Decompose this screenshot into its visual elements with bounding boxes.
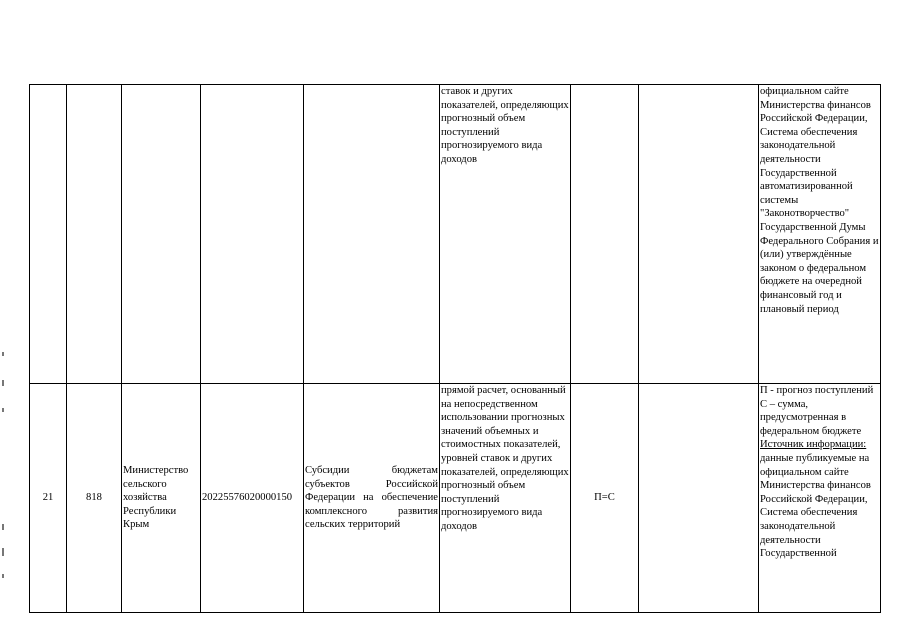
forecast-definition: П - прогноз поступлений: [760, 385, 874, 396]
source-cell: [759, 85, 881, 384]
kbk-cell: 20225576020000150: [201, 384, 304, 613]
table-row: [30, 384, 881, 613]
administrator-cell: Министерство сельского хозяйства Республики Крым: [122, 384, 201, 613]
revenue-name-cell: Субсидии бюджетам субъектов Российской Федерации на обеспечение комплексного развития сельских территорий: [304, 384, 440, 613]
code-cell: [67, 85, 122, 384]
administrator-cell: [122, 85, 201, 384]
source-text: официальном сайте Министерства финансов Российской Федерации, Система обеспечения законодательной деятельности Государственной автоматизированной системы "Законотворчество" Государственной Думы Федерального Собрания и (или) утверждённые законом о федеральном бюджете на очередной финансовый год и плановый период: [760, 86, 879, 315]
scan-mark: [2, 574, 4, 578]
scan-mark: [2, 524, 4, 530]
kbk-cell: [201, 85, 304, 384]
scan-mark: [2, 548, 4, 556]
source-cell: [759, 384, 881, 613]
code-cell: 818: [67, 384, 122, 613]
scan-mark: [2, 408, 4, 412]
formula-cell: П=С: [571, 384, 639, 613]
forecast-methods-table: [29, 84, 881, 613]
blank-cell: [639, 384, 759, 613]
revenue-name-cell: [304, 85, 440, 384]
source-info-label: Источник информации:: [760, 439, 867, 451]
table-row: [30, 85, 881, 384]
blank-cell: [639, 85, 759, 384]
row-number-cell: 21: [30, 384, 67, 613]
scan-mark: [2, 380, 4, 386]
sum-definition: С – сумма, предусмотренная в федеральном бюджете: [760, 398, 862, 437]
formula-cell: [571, 85, 639, 384]
row-number-cell: [30, 85, 67, 384]
method-cell: ставок и других показателей, определяющих прогнозный объем поступлений прогнозируемого вида доходов: [440, 85, 571, 384]
scan-mark: [2, 352, 4, 356]
source-info-text: данные публикуемые на официальном сайте Министерства финансов Российской Федерации, Система обеспечения законодательной деятельности Государственной: [760, 452, 871, 560]
method-cell: прямой расчет, основанный на непосредственном использовании прогнозных значений объемных и стоимостных показателей, уровней ставок и других показателей, определяющих прогнозный объем поступлений прогнозируемого вида доходов: [440, 384, 571, 613]
